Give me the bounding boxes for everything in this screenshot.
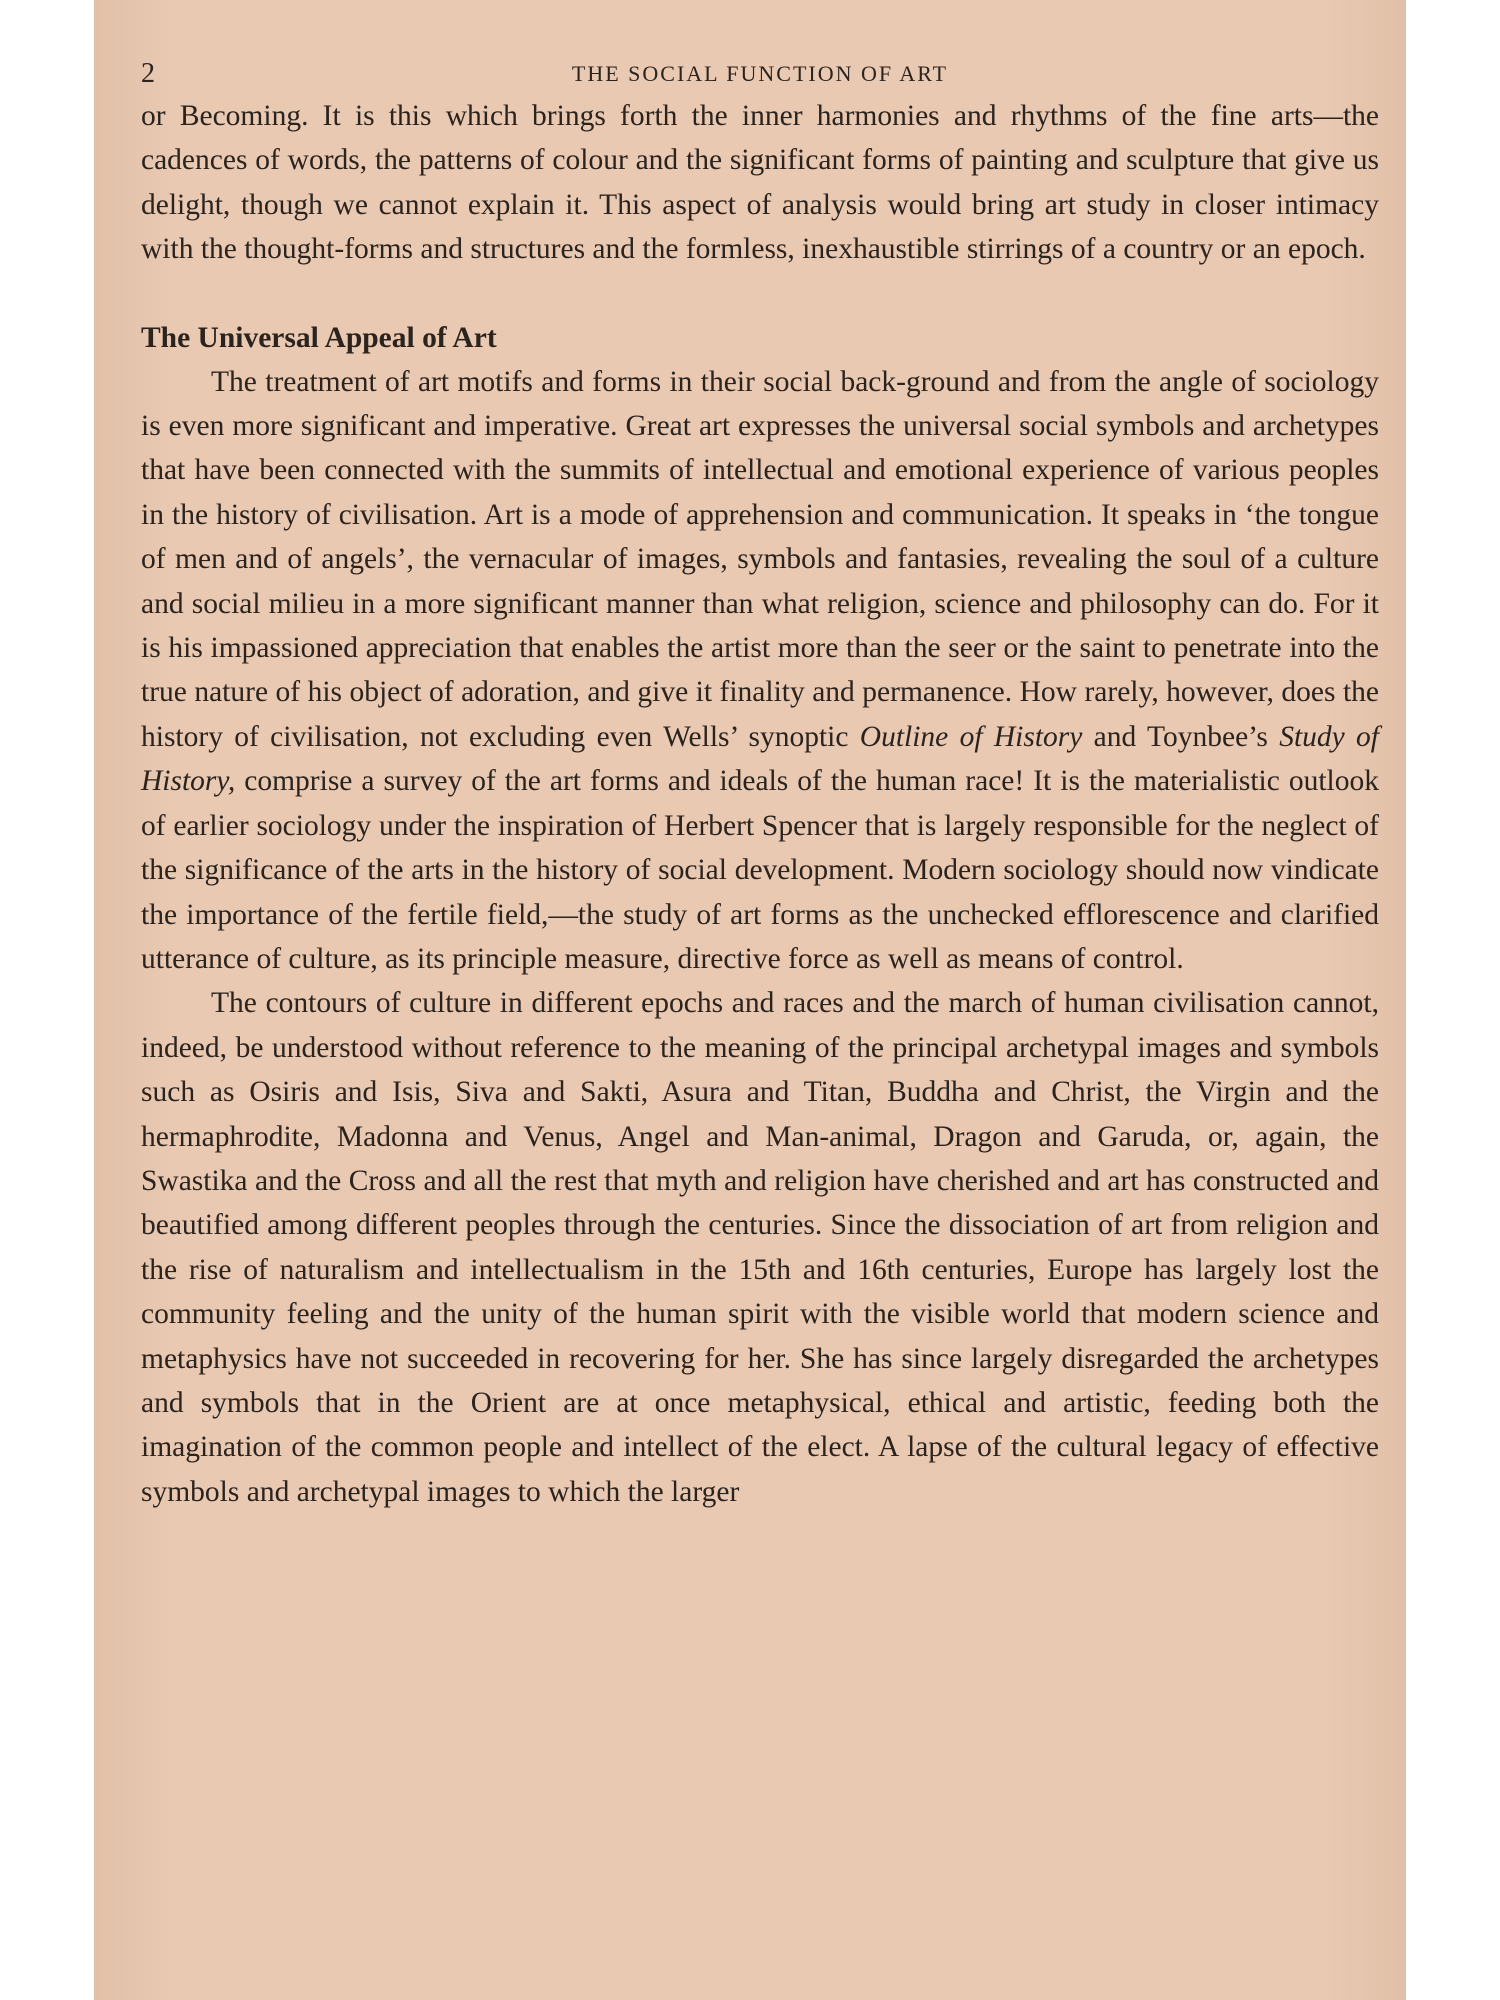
paragraph-text: The treatment of art motifs and forms in their social back-ground and from the angle of sociology is even more significant and imperative. Great art expresses the universal social symbols and archetypes that have been connected with the summits of intellectual and emotional experience of various peoples in the history of civilisation. Art is a mode of apprehension and communication. It speaks in ‘the tongue of men and of angels’, the vernacular of images, symbols and fantasies, revealing the soul of a culture and social milieu in a more significant manner than what religion, science and philosophy can do. For it is his impassioned appreciation that enables the artist more than the seer or the saint to penetrate into the true nature of his object of adoration, and give it finality and permanence. How rarely, however, does the history of civilisation, not excluding even Wells’ synoptic [141, 365, 1379, 753]
running-title: THE SOCIAL FUNCTION OF ART [571, 61, 949, 86]
book-title-study-of-history: Study of History, [141, 720, 1379, 798]
page-number: 2 [141, 58, 155, 89]
paragraph-text: comprise a survey of the art forms and ideals of the human race! It is the materialistic outlook of earlier sociology under the inspiration of Herbert Spencer that is largely responsible for the neglect of the significance of the arts in the history of social development. Modern sociology should now vindicate the importance of the fertile field,—the study of art forms as the unchecked efflorescence and clarified utterance of culture, as its principle measure, directive force as well as means of control. [141, 765, 1379, 975]
book-page [141, 54, 1379, 1514]
paragraph-opening: or Becoming. It is this which brings forth the inner harmonies and rhythms of the fine arts—the cadences of words, the patterns of colour and the significant forms of painting and sculpture that give us delight, though we cannot explain it. This aspect of analysis would bring art study in closer intimacy with the thought-forms and structures and the formless, inexhaustible stirrings of a country or an epoch. [141, 100, 1379, 266]
paragraph-text: and Toynbee’s [1082, 720, 1280, 753]
section-heading: The Universal Appeal of Art [141, 321, 497, 354]
paragraph-universal-appeal [141, 360, 1379, 982]
book-title-outline-of-history: Outline of History [859, 720, 1083, 753]
paragraph-contours-of-culture: The contours of culture in different epochs and races and the march of human civilisation cannot, indeed, be understood without reference to the meaning of the principal archetypal images and symbols such as Osiris and Isis, Siva and Sakti, Asura and Titan, Buddha and Christ, the Virgin and the hermaphrodite, Madonna and Venus, Angel and Man-animal, Dragon and Garuda, or, again, the Swastika and the Cross and all the rest that myth and religion have cherished and art has constructed and beautified among different peoples through the centuries. Since the dissociation of art from religion and the rise of naturalism and intellectualism in the 15th and 16th centuries, Europe has largely lost the community feeling and the unity of the human spirit with the visible world that modern science and metaphysics have not succeeded in recovering for her. She has since largely disregarded the archetypes and symbols that in the Orient are at once metaphysical, ethical and artistic, feeding both the imagination of the common people and intellect of the elect. A lapse of the cultural legacy of effective symbols and archetypal images to which the larger [141, 987, 1379, 1508]
page-header [141, 54, 1379, 94]
